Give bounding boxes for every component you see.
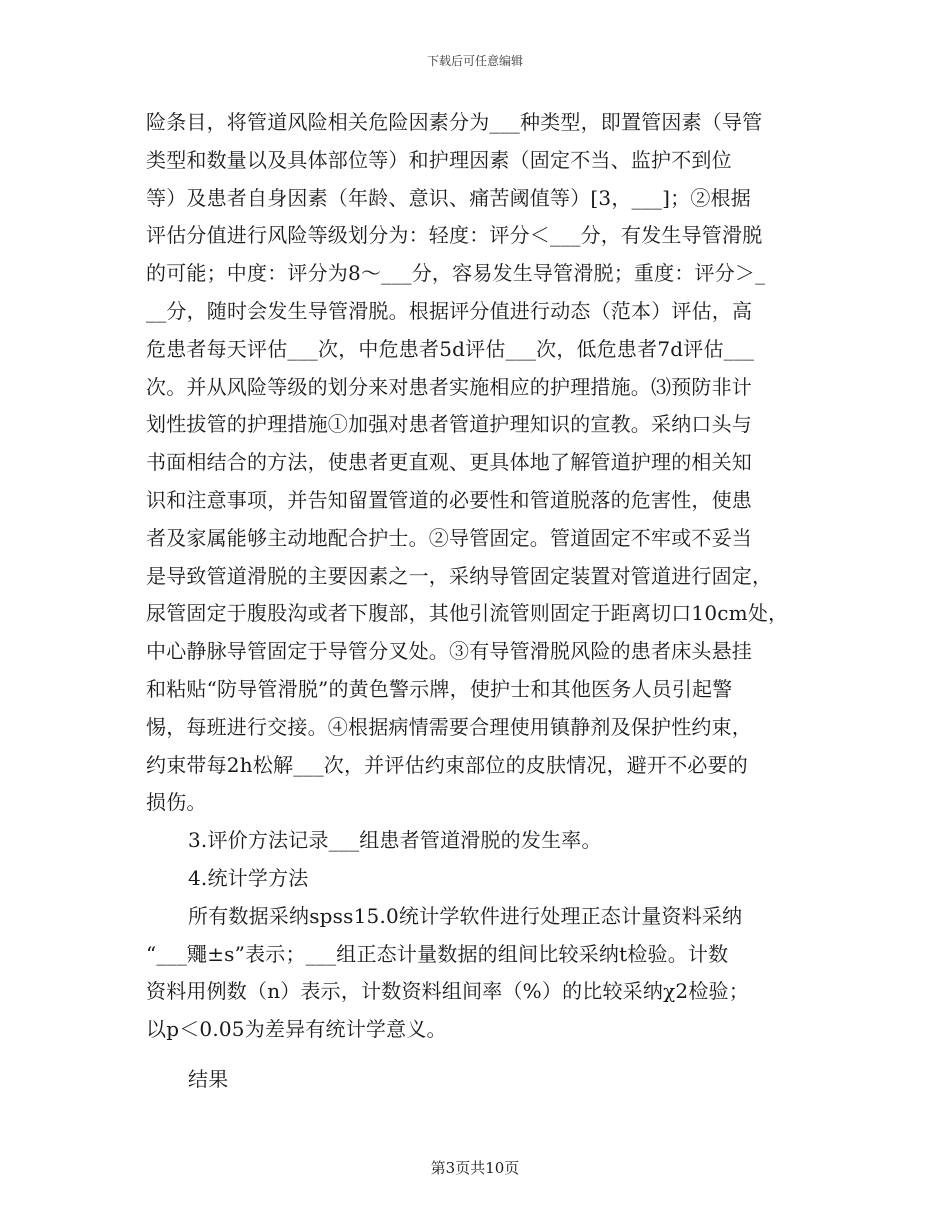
body-line: 是导致管道滑脱的主要因素之一，采纳导管固定装置对管道进行固定， [146, 563, 773, 588]
body-line: __分，随时会发生导管滑脱。根据评分值进行动态（范本）评估，高 [146, 298, 753, 323]
body-line: 划性拔管的护理措施①加强对患者管道护理知识的宣教。采纳口头与 [146, 412, 752, 437]
body-line: 识和注意事项，并告知留置管道的必要性和管道脱落的危害性，使患 [146, 487, 752, 512]
body-line: 中心静脉导管固定于导管分叉处。③有导管滑脱风险的患者床头悬挂 [146, 639, 752, 664]
body-line: 的可能；中度：评分为8～___分，容易发生导管滑脱；重度：评分＞_ [146, 261, 766, 286]
body-line: 者及家属能够主动地配合护士。②导管固定。管道固定不牢或不妥当 [146, 525, 752, 550]
section-3-evaluation: 3.评价方法记录___组患者管道滑脱的发生率。 [188, 828, 602, 853]
body-line: 次。并从风险等级的划分来对患者实施相应的护理措施。⑶预防非计 [146, 374, 752, 399]
page-header: 下载后可任意编辑 [426, 54, 523, 68]
stats-line: “___鼆±s”表示；___组正态计量数据的组间比较采纳t检验。计数 [146, 941, 729, 966]
body-line: 和粘贴“防导管滑脱”的黄色警示牌，使护士和其他医务人员引起警 [146, 676, 733, 701]
page-footer: 第3页共10页 [430, 1159, 520, 1177]
section-4-heading: 4.统计学方法 [188, 865, 309, 890]
body-line: 评估分值进行风险等级划分为：轻度：评分＜___分，有发生导管滑脱 [146, 223, 763, 248]
document-body [146, 104, 806, 1099]
results-heading: 结果 [188, 1066, 229, 1091]
stats-line: 资料用例数（n）表示，计数资料组间率（%）的比较采纳χ2检验； [146, 979, 749, 1004]
body-line: 书面相结合的方法，使患者更直观、更具体地了解管道护理的相关知 [146, 450, 752, 475]
body-line: 类型和数量以及具体部位等）和护理因素（固定不当、监护不到位 [146, 147, 732, 172]
stats-line: 以p＜0.05为差异有统计学意义。 [146, 1017, 447, 1042]
body-line: 惕，每班进行交接。④根据病情需要合理使用镇静剂及保护性约束， [146, 714, 752, 739]
body-line: 等）及患者自身因素（年龄、意识、痛苦阈值等）[3，___]；②根据 [146, 185, 751, 210]
stats-line: 所有数据采纳spss15.0统计学软件进行处理正态计量资料采纳 [188, 903, 743, 928]
body-line: 约束带每2h松解___次，并评估约束部位的皮肤情况，避开不必要的 [146, 752, 749, 777]
body-line: 尿管固定于腹股沟或者下腹部，其他引流管则固定于距离切口10cm处， [146, 601, 789, 626]
body-line: 危患者每天评估___次，中危患者5d评估___次，低危患者7d评估___ [146, 336, 755, 361]
body-line: 险条目，将管道风险相关危险因素分为___种类型，即置管因素（导管 [146, 110, 763, 134]
body-line: 损伤。 [146, 790, 207, 815]
